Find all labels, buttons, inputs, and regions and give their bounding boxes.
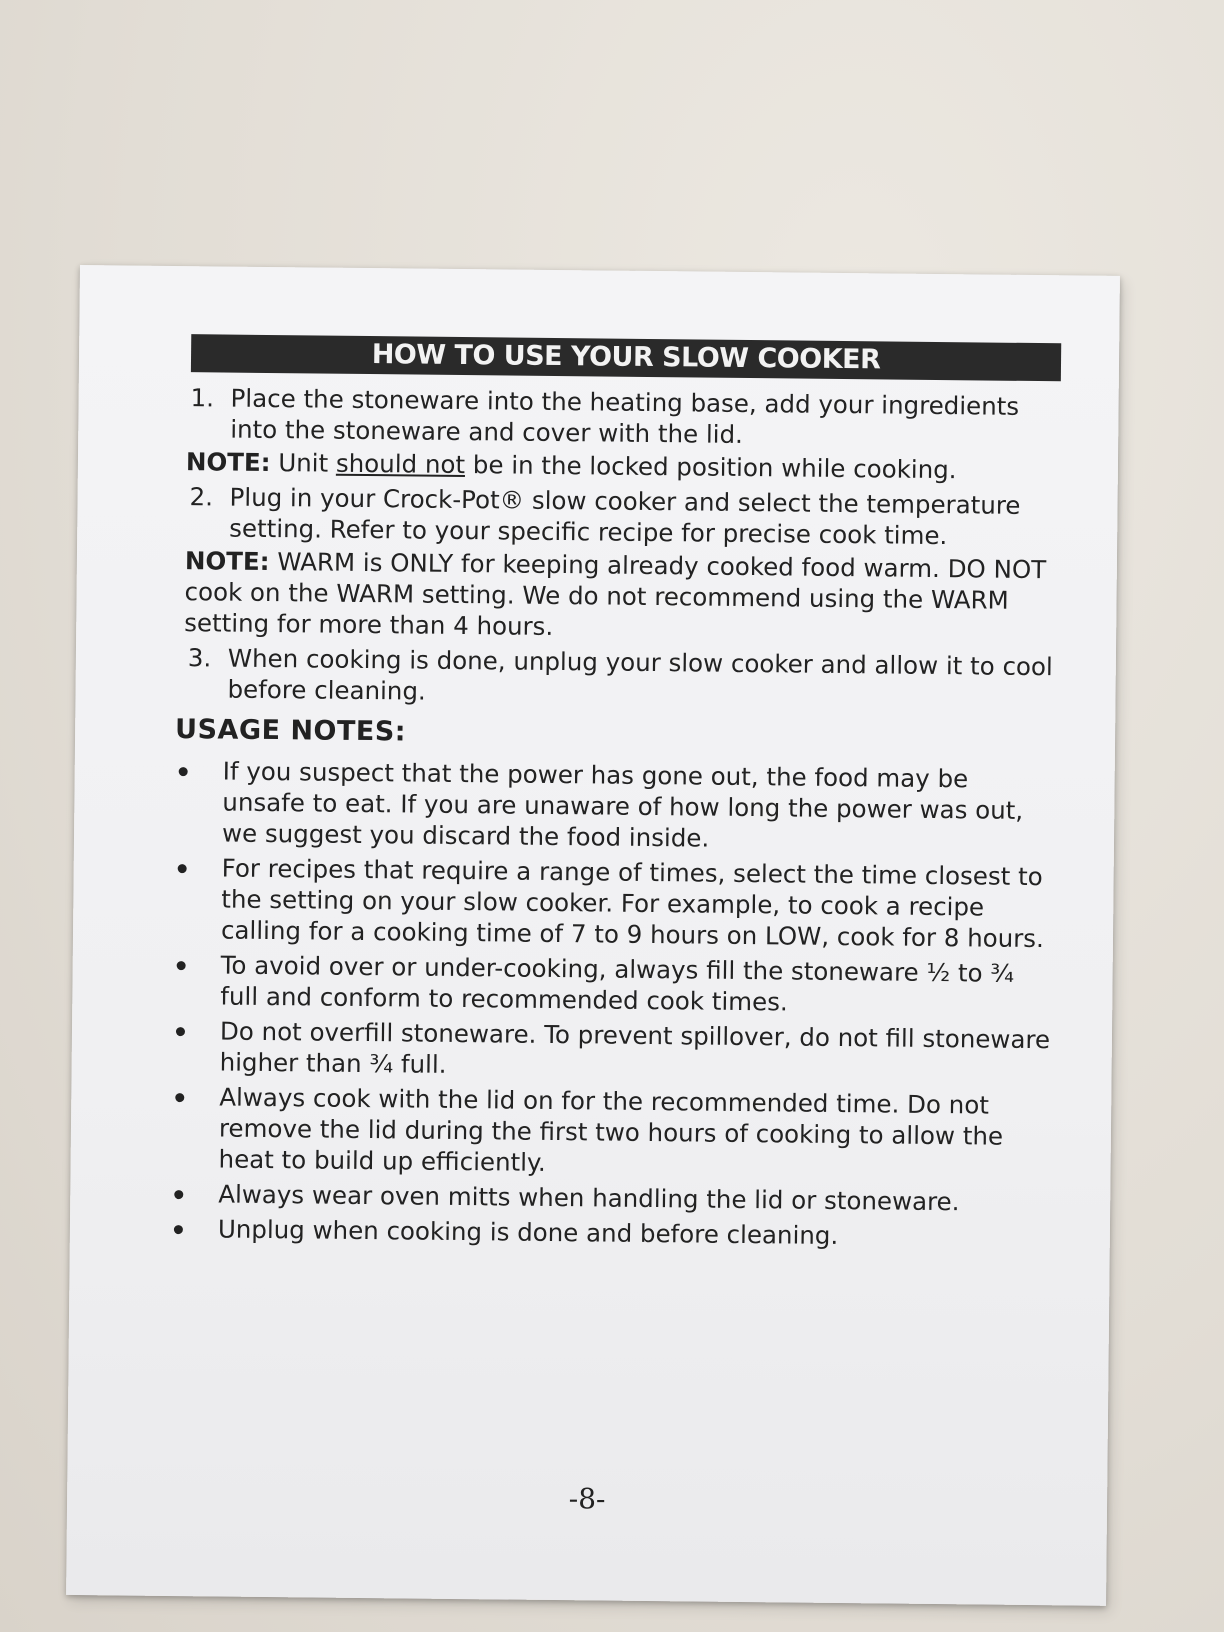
step-number: 3.	[187, 643, 212, 673]
step-text: When cooking is done, unplug your slow cooker and allow it to cool before cleaning.	[227, 643, 1053, 706]
usage-notes-heading: USAGE NOTES:	[174, 714, 407, 748]
step-text: Plug in your Crock-Pot® slow cooker and select the temperature setting. Refer to your specific recipe for precise cook time.	[229, 482, 1021, 551]
list-item: Always cook with the lid on for the recommended time. Do not remove the lid during the first two hours of cooking to allow the heat to build up efficiently.	[170, 1081, 1051, 1183]
list-item: If you suspect that the power has gone out, the food may be unsafe to eat. If you are unaware of how long the power was out, we suggest you discard the food inside.	[174, 755, 1055, 857]
step-number: 2.	[189, 482, 214, 512]
note-text-pre: Unit	[278, 448, 329, 478]
bullet-icon	[178, 864, 187, 873]
note-text: WARM is ONLY for keeping already cooked food warm. DO NOT cook on the WARM setting. We do not recommend using the WARM setting for more than 4 hours.	[184, 547, 1047, 641]
section-banner: HOW TO USE YOUR SLOW COOKER	[191, 334, 1061, 381]
list-item: Unplug when cooking is done and before cleaning.	[170, 1213, 1050, 1253]
note-text-post: be in the locked position while cooking.	[472, 450, 957, 485]
note-label: NOTE:	[185, 447, 271, 478]
manual-page	[66, 265, 1120, 1606]
bullet-icon	[177, 961, 186, 970]
step-number: 1.	[190, 383, 215, 413]
list-item: Do not overfill stoneware. To prevent spillover, do not fill stoneware higher than ¾ full.	[172, 1015, 1053, 1086]
bullet-icon	[179, 767, 188, 776]
bullet-icon	[176, 1027, 185, 1036]
bullet-icon	[175, 1093, 184, 1102]
step-2	[177, 481, 1058, 552]
note-locked-position	[178, 446, 1058, 486]
step-text: Place the stoneware into the heating base, add your ingredients into the stoneware and cover with the lid.	[230, 383, 1020, 449]
list-item: To avoid over or under-cooking, always fill the stoneware ½ to ¾ full and conform to recommended cook times.	[172, 949, 1053, 1020]
step-1	[178, 382, 1059, 453]
instructions	[170, 378, 1059, 1257]
usage-notes-list	[170, 755, 1055, 1253]
note-label: NOTE:	[184, 546, 270, 576]
note-text-underlined: should not	[335, 448, 466, 480]
note-warm-setting	[176, 545, 1057, 647]
bullet-icon	[174, 1190, 183, 1199]
list-item: For recipes that require a range of times, select the time closest to the setting on your slow cooker. For example, to cook a recipe calling for a cooking time of 7 to 9 hours on LOW, cook for 8 hours.	[173, 852, 1054, 954]
page-number: -8-	[568, 1482, 606, 1516]
bullet-icon	[174, 1225, 183, 1234]
step-3	[175, 642, 1056, 713]
list-item: Always wear oven mitts when handling the lid or stoneware.	[170, 1178, 1050, 1218]
